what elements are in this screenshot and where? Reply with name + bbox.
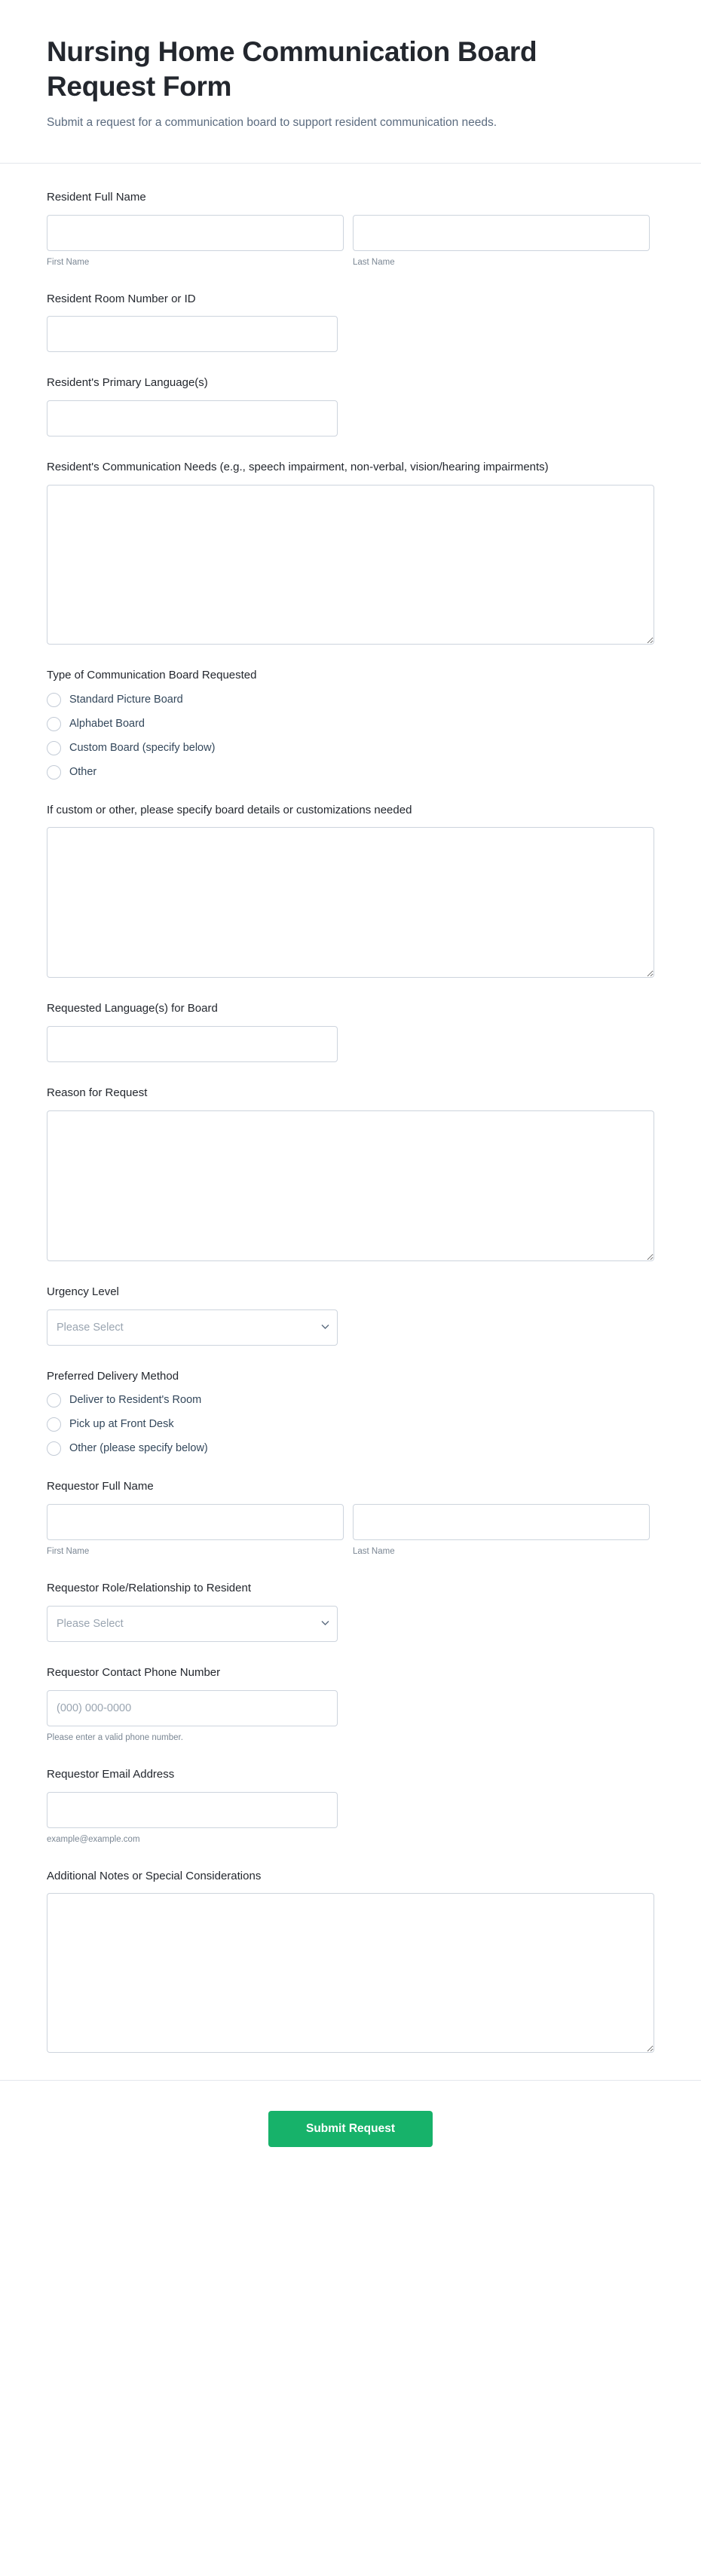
field-board-type	[47, 667, 654, 780]
urgency-select-wrap[interactable]	[47, 1309, 338, 1346]
board-type-option-other[interactable]	[47, 765, 654, 780]
label-requestor-email: Requestor Email Address	[47, 1767, 175, 1781]
board-type-option-label: Custom Board (specify below)	[69, 741, 216, 754]
label-board-languages: Requested Language(s) for Board	[47, 1002, 218, 1015]
radio-icon[interactable]	[47, 1393, 61, 1407]
additional-notes-textarea[interactable]	[47, 1893, 654, 2053]
field-resident-full-name	[47, 189, 654, 268]
communication-needs-textarea[interactable]	[47, 485, 654, 645]
field-additional-notes	[47, 1868, 654, 2054]
label-communication-needs: Resident's Communication Needs (e.g., speech impairment, non-verbal, vision/hearing impairments)	[47, 461, 549, 474]
page-title: Nursing Home Communication Board Request Form	[47, 36, 537, 102]
delivery-method-option-label: Deliver to Resident's Room	[69, 1394, 202, 1407]
field-delivery-method	[47, 1368, 654, 1456]
label-additional-notes: Additional Notes or Special Considerations	[47, 1869, 262, 1882]
requestor-phone-input[interactable]	[47, 1690, 338, 1726]
delivery-method-radio-group	[47, 1393, 654, 1456]
form-footer	[0, 2080, 701, 2195]
requestor-first-name-input[interactable]	[47, 1504, 344, 1540]
radio-icon[interactable]	[47, 741, 61, 755]
radio-icon[interactable]	[47, 1417, 61, 1432]
radio-icon[interactable]	[47, 717, 61, 731]
requestor-name-row	[47, 1504, 654, 1558]
field-primary-language	[47, 375, 654, 436]
label-delivery-method: Preferred Delivery Method	[47, 1369, 179, 1383]
field-communication-needs	[47, 459, 654, 645]
field-urgency	[47, 1284, 654, 1346]
board-type-option-label: Standard Picture Board	[69, 693, 183, 706]
page-subtitle: Submit a request for a communication board to support resident communication needs.	[47, 116, 497, 129]
radio-icon[interactable]	[47, 1441, 61, 1456]
label-reason: Reason for Request	[47, 1086, 148, 1100]
custom-details-textarea[interactable]	[47, 827, 654, 978]
board-type-option-alphabet-board[interactable]	[47, 717, 654, 731]
field-requestor-full-name	[47, 1478, 654, 1558]
requestor-role-select[interactable]: Please Select	[47, 1606, 338, 1642]
delivery-method-option-label: Other (please specify below)	[69, 1442, 208, 1455]
requestor-first-name-col	[47, 1504, 344, 1558]
label-urgency: Urgency Level	[47, 1285, 119, 1298]
board-languages-input[interactable]	[47, 1026, 338, 1062]
label-requestor-full-name: Requestor Full Name	[47, 1480, 154, 1493]
board-type-option-standard-picture-board[interactable]	[47, 693, 654, 707]
delivery-method-option-front-desk[interactable]	[47, 1417, 654, 1432]
form-header	[0, 0, 701, 164]
label-custom-details: If custom or other, please specify board details or customizations needed	[47, 803, 412, 816]
board-type-option-custom-board[interactable]	[47, 741, 654, 755]
requestor-email-input[interactable]	[47, 1792, 338, 1828]
board-type-option-label: Alphabet Board	[69, 717, 145, 730]
requestor-email-helper: example@example.com	[47, 1834, 140, 1844]
reason-textarea[interactable]	[47, 1110, 654, 1261]
radio-icon[interactable]	[47, 765, 61, 780]
field-requestor-role	[47, 1580, 654, 1642]
field-custom-details	[47, 802, 654, 979]
form-body	[0, 164, 701, 2054]
field-reason	[47, 1085, 654, 1261]
submit-button[interactable]: Submit Request	[268, 2111, 433, 2147]
field-requestor-email	[47, 1766, 654, 1845]
requestor-last-name-input[interactable]	[353, 1504, 650, 1540]
requestor-last-name-col	[353, 1504, 650, 1558]
resident-name-row	[47, 215, 654, 268]
label-resident-full-name: Resident Full Name	[47, 190, 146, 204]
label-requestor-role: Requestor Role/Relationship to Resident	[47, 1582, 251, 1595]
resident-last-name-col	[353, 215, 650, 268]
requestor-role-select-wrap[interactable]	[47, 1606, 338, 1642]
primary-language-input[interactable]	[47, 400, 338, 436]
delivery-method-option-other[interactable]	[47, 1441, 654, 1456]
board-type-option-label: Other	[69, 765, 97, 778]
label-board-type: Type of Communication Board Requested	[47, 668, 257, 682]
resident-first-name-helper: First Name	[47, 257, 90, 267]
requestor-last-name-helper: Last Name	[353, 1547, 395, 1557]
label-room-number: Resident Room Number or ID	[47, 292, 196, 305]
label-primary-language: Resident's Primary Language(s)	[47, 376, 208, 390]
delivery-method-option-label: Pick up at Front Desk	[69, 1418, 174, 1431]
label-requestor-phone: Requestor Contact Phone Number	[47, 1665, 221, 1679]
resident-last-name-helper: Last Name	[353, 257, 395, 267]
field-requestor-phone	[47, 1665, 654, 1744]
resident-first-name-input[interactable]	[47, 215, 344, 251]
delivery-method-option-room[interactable]	[47, 1393, 654, 1407]
requestor-first-name-helper: First Name	[47, 1547, 90, 1557]
requestor-phone-helper: Please enter a valid phone number.	[47, 1732, 183, 1742]
radio-icon[interactable]	[47, 693, 61, 707]
resident-first-name-col	[47, 215, 344, 268]
board-type-radio-group	[47, 693, 654, 780]
urgency-select[interactable]: Please Select	[47, 1309, 338, 1346]
resident-last-name-input[interactable]	[353, 215, 650, 251]
field-room-number	[47, 291, 654, 353]
field-board-languages	[47, 1000, 654, 1062]
room-number-input[interactable]	[47, 316, 338, 352]
